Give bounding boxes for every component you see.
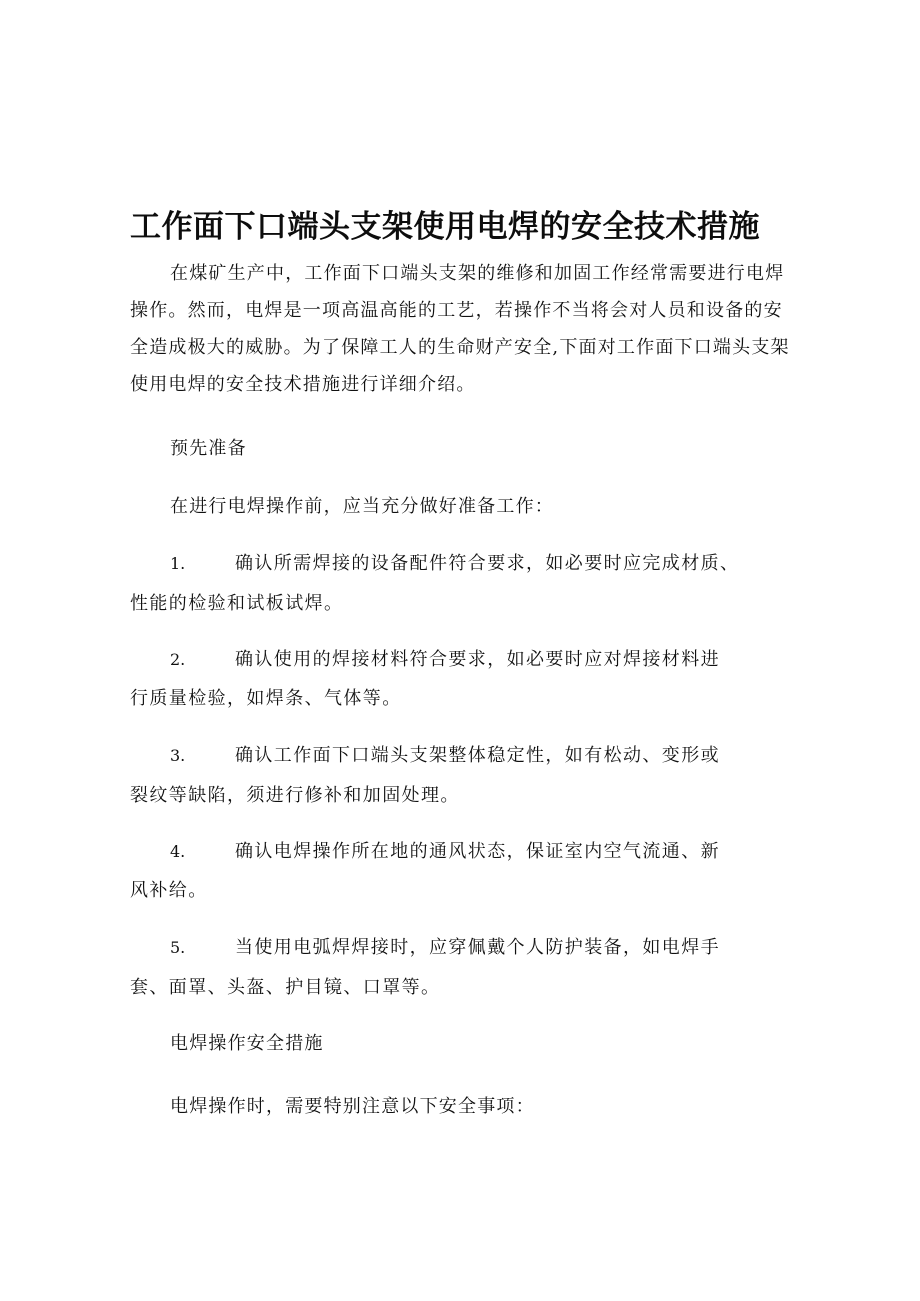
section-lead-preparation: 在进行电焊操作前，应当充分做好准备工作： (170, 496, 554, 517)
list-item-text: 确认使用的焊接材料符合要求，如必要时应对焊接材料进 (235, 649, 720, 670)
list-item-text-continued: 套、面罩、头盔、护目镜、口罩等。 (130, 977, 441, 998)
list-item-text-continued: 裂纹等缺陷，须进行修补和加固处理。 (130, 785, 460, 806)
list-item-number: 5. (170, 938, 186, 957)
list-item-text: 确认工作面下口端头支架整体稳定性，如有松动、变形或 (235, 745, 720, 766)
intro-paragraph: 在煤矿生产中，工作面下口端头支架的维修和加固工作经常需要进行电焊操作。然而，电焊是一项高温高能的工艺，若操作不当将会对人员和设备的安全造成极大的威胁。为了保障工人的生命财产安全,下面对工作面下口端头支架使用电焊的安全技术措施进行详细介绍。 (130, 263, 790, 395)
list-item-text-continued: 风补给。 (130, 880, 208, 901)
list-item-text-continued: 行质量检验，如焊条、气体等。 (130, 688, 402, 709)
section-heading-welding-safety: 电焊操作安全措施 (170, 1033, 324, 1054)
list-item-text: 确认所需焊接的设备配件符合要求，如必要时应完成材质、 (235, 553, 740, 574)
list-item-number: 1. (170, 554, 186, 573)
list-item-number: 4. (170, 842, 186, 861)
list-item-text: 当使用电弧焊焊接时，应穿佩戴个人防护装备，如电焊手 (235, 937, 720, 958)
list-item-number: 2. (170, 650, 186, 669)
list-item-text: 确认电焊操作所在地的通风状态，保证室内空气流通、新 (235, 841, 720, 862)
document-title: 工作面下口端头支架使用电焊的安全技术措施 (130, 209, 760, 245)
list-item-number: 3. (170, 746, 186, 765)
section-heading-preparation: 预先准备 (170, 438, 247, 459)
section-lead-welding-safety: 电焊操作时，需要特别注意以下安全事项： (170, 1096, 535, 1117)
list-item-text-continued: 性能的检验和试板试焊。 (130, 593, 344, 614)
